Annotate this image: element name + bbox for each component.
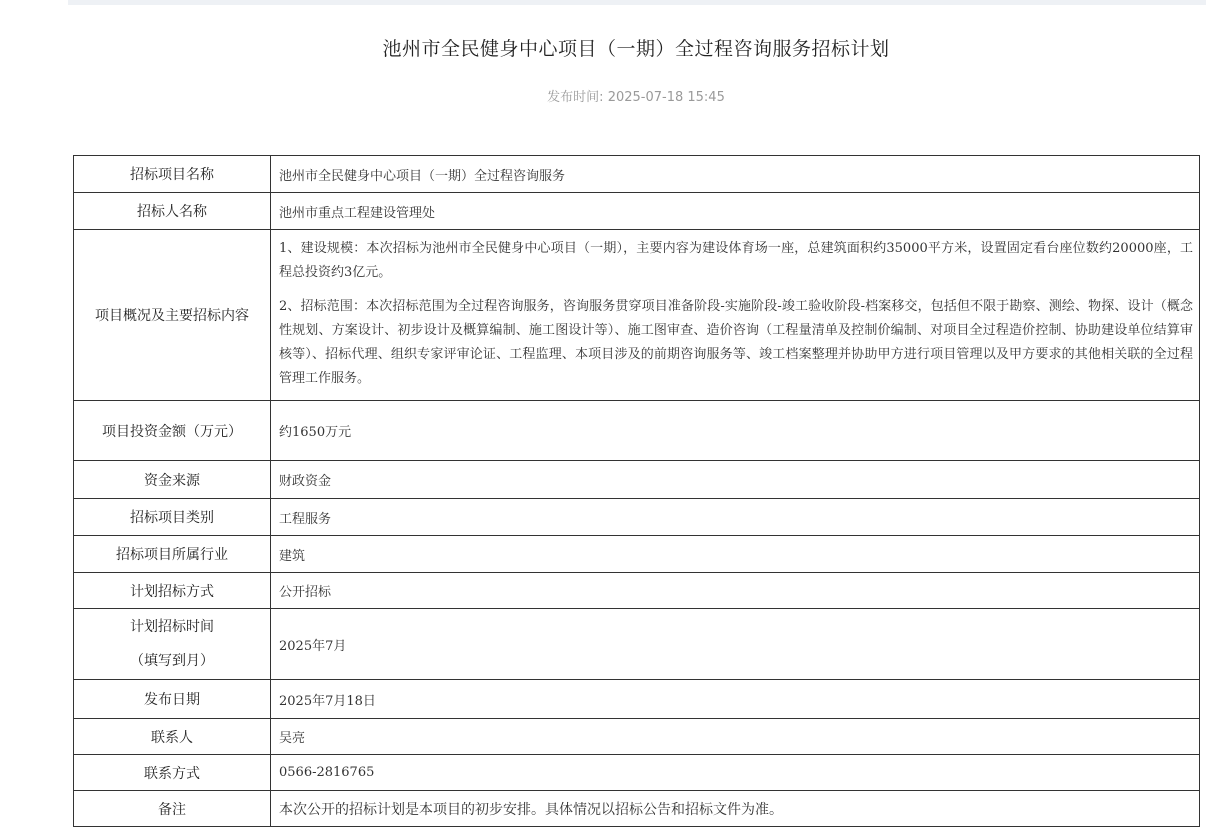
scope-paragraph: 2、招标范围：本次招标范围为全过程咨询服务，咨询服务贯穿项目准备阶段-实施阶段-竣工验收阶段-档案移交，包括但不限于勘察、测绘、物探、设计（概念性规划、方案设计、初步设计及概算编制、施工图设计等）、施工图审查、造价咨询（工程量清单及控制价编制、对项目全过程造价控制、协助建设单位结算审核等）、招标代理、组织专家评审论证、工程监理、本项目涉及的前期咨询服务等、竣工档案整理并协助甲方进行项目管理以及甲方要求的其他相关联的全过程管理工作服务。	[279, 299, 1193, 386]
page-title: 池州市全民健身中心项目（一期）全过程咨询服务招标计划	[382, 38, 890, 60]
row-label: 资金来源	[74, 461, 271, 499]
row-label	[74, 609, 271, 680]
row-value: 公开招标	[271, 573, 1200, 609]
row-value: 0566-2816765	[271, 755, 1200, 791]
row-label: 招标项目所属行业	[74, 536, 271, 573]
table-row	[74, 680, 1200, 719]
table-row	[74, 719, 1200, 755]
table-row	[74, 156, 1200, 193]
row-label: 项目投资金额（万元）	[74, 401, 271, 461]
row-label: 招标项目类别	[74, 499, 271, 536]
row-label-line: 计划招标时间	[130, 619, 214, 635]
row-value: 吴亮	[271, 719, 1200, 755]
table-row	[74, 461, 1200, 499]
table-row	[74, 755, 1200, 791]
row-value: 工程服务	[271, 499, 1200, 536]
row-label: 招标项目名称	[74, 156, 271, 193]
row-value: 2025年7月	[271, 609, 1200, 680]
publish-time-value: 2025-07-18 15:45	[607, 90, 725, 105]
row-label-line: （填写到月）	[130, 653, 214, 669]
row-value: 本次公开的招标计划是本项目的初步安排。具体情况以招标公告和招标文件为准。	[271, 791, 1200, 827]
row-value: 2025年7月18日	[271, 680, 1200, 719]
row-value: 池州市全民健身中心项目（一期）全过程咨询服务	[271, 156, 1200, 193]
table-row	[74, 791, 1200, 827]
table-row	[74, 499, 1200, 536]
row-value: 财政资金	[271, 461, 1200, 499]
row-label: 发布日期	[74, 680, 271, 719]
row-label: 联系方式	[74, 755, 271, 791]
scope-paragraph: 1、建设规模：本次招标为池州市全民健身中心项目（一期），主要内容为建设体育场一座，总建筑面积约35000平方米，设置固定看台座位数约20000座，工程总投资约3亿元。	[279, 241, 1193, 280]
table-row	[74, 573, 1200, 609]
row-label: 联系人	[74, 719, 271, 755]
row-label: 项目概况及主要招标内容	[74, 230, 271, 401]
publish-time-label: 发布时间:	[547, 90, 604, 105]
table-row	[74, 230, 1200, 401]
row-label: 备注	[74, 791, 271, 827]
table-row	[74, 193, 1200, 230]
publish-time-line	[0, 86, 1216, 105]
table-row	[74, 401, 1200, 461]
row-label: 招标人名称	[74, 193, 271, 230]
table-row	[74, 609, 1200, 680]
row-value	[271, 230, 1200, 401]
tender-plan-table	[73, 155, 1200, 827]
row-label: 计划招标方式	[74, 573, 271, 609]
top-strip	[68, 0, 1206, 5]
table-row	[74, 536, 1200, 573]
row-value: 池州市重点工程建设管理处	[271, 193, 1200, 230]
row-value: 建筑	[271, 536, 1200, 573]
row-value: 约1650万元	[271, 401, 1200, 461]
